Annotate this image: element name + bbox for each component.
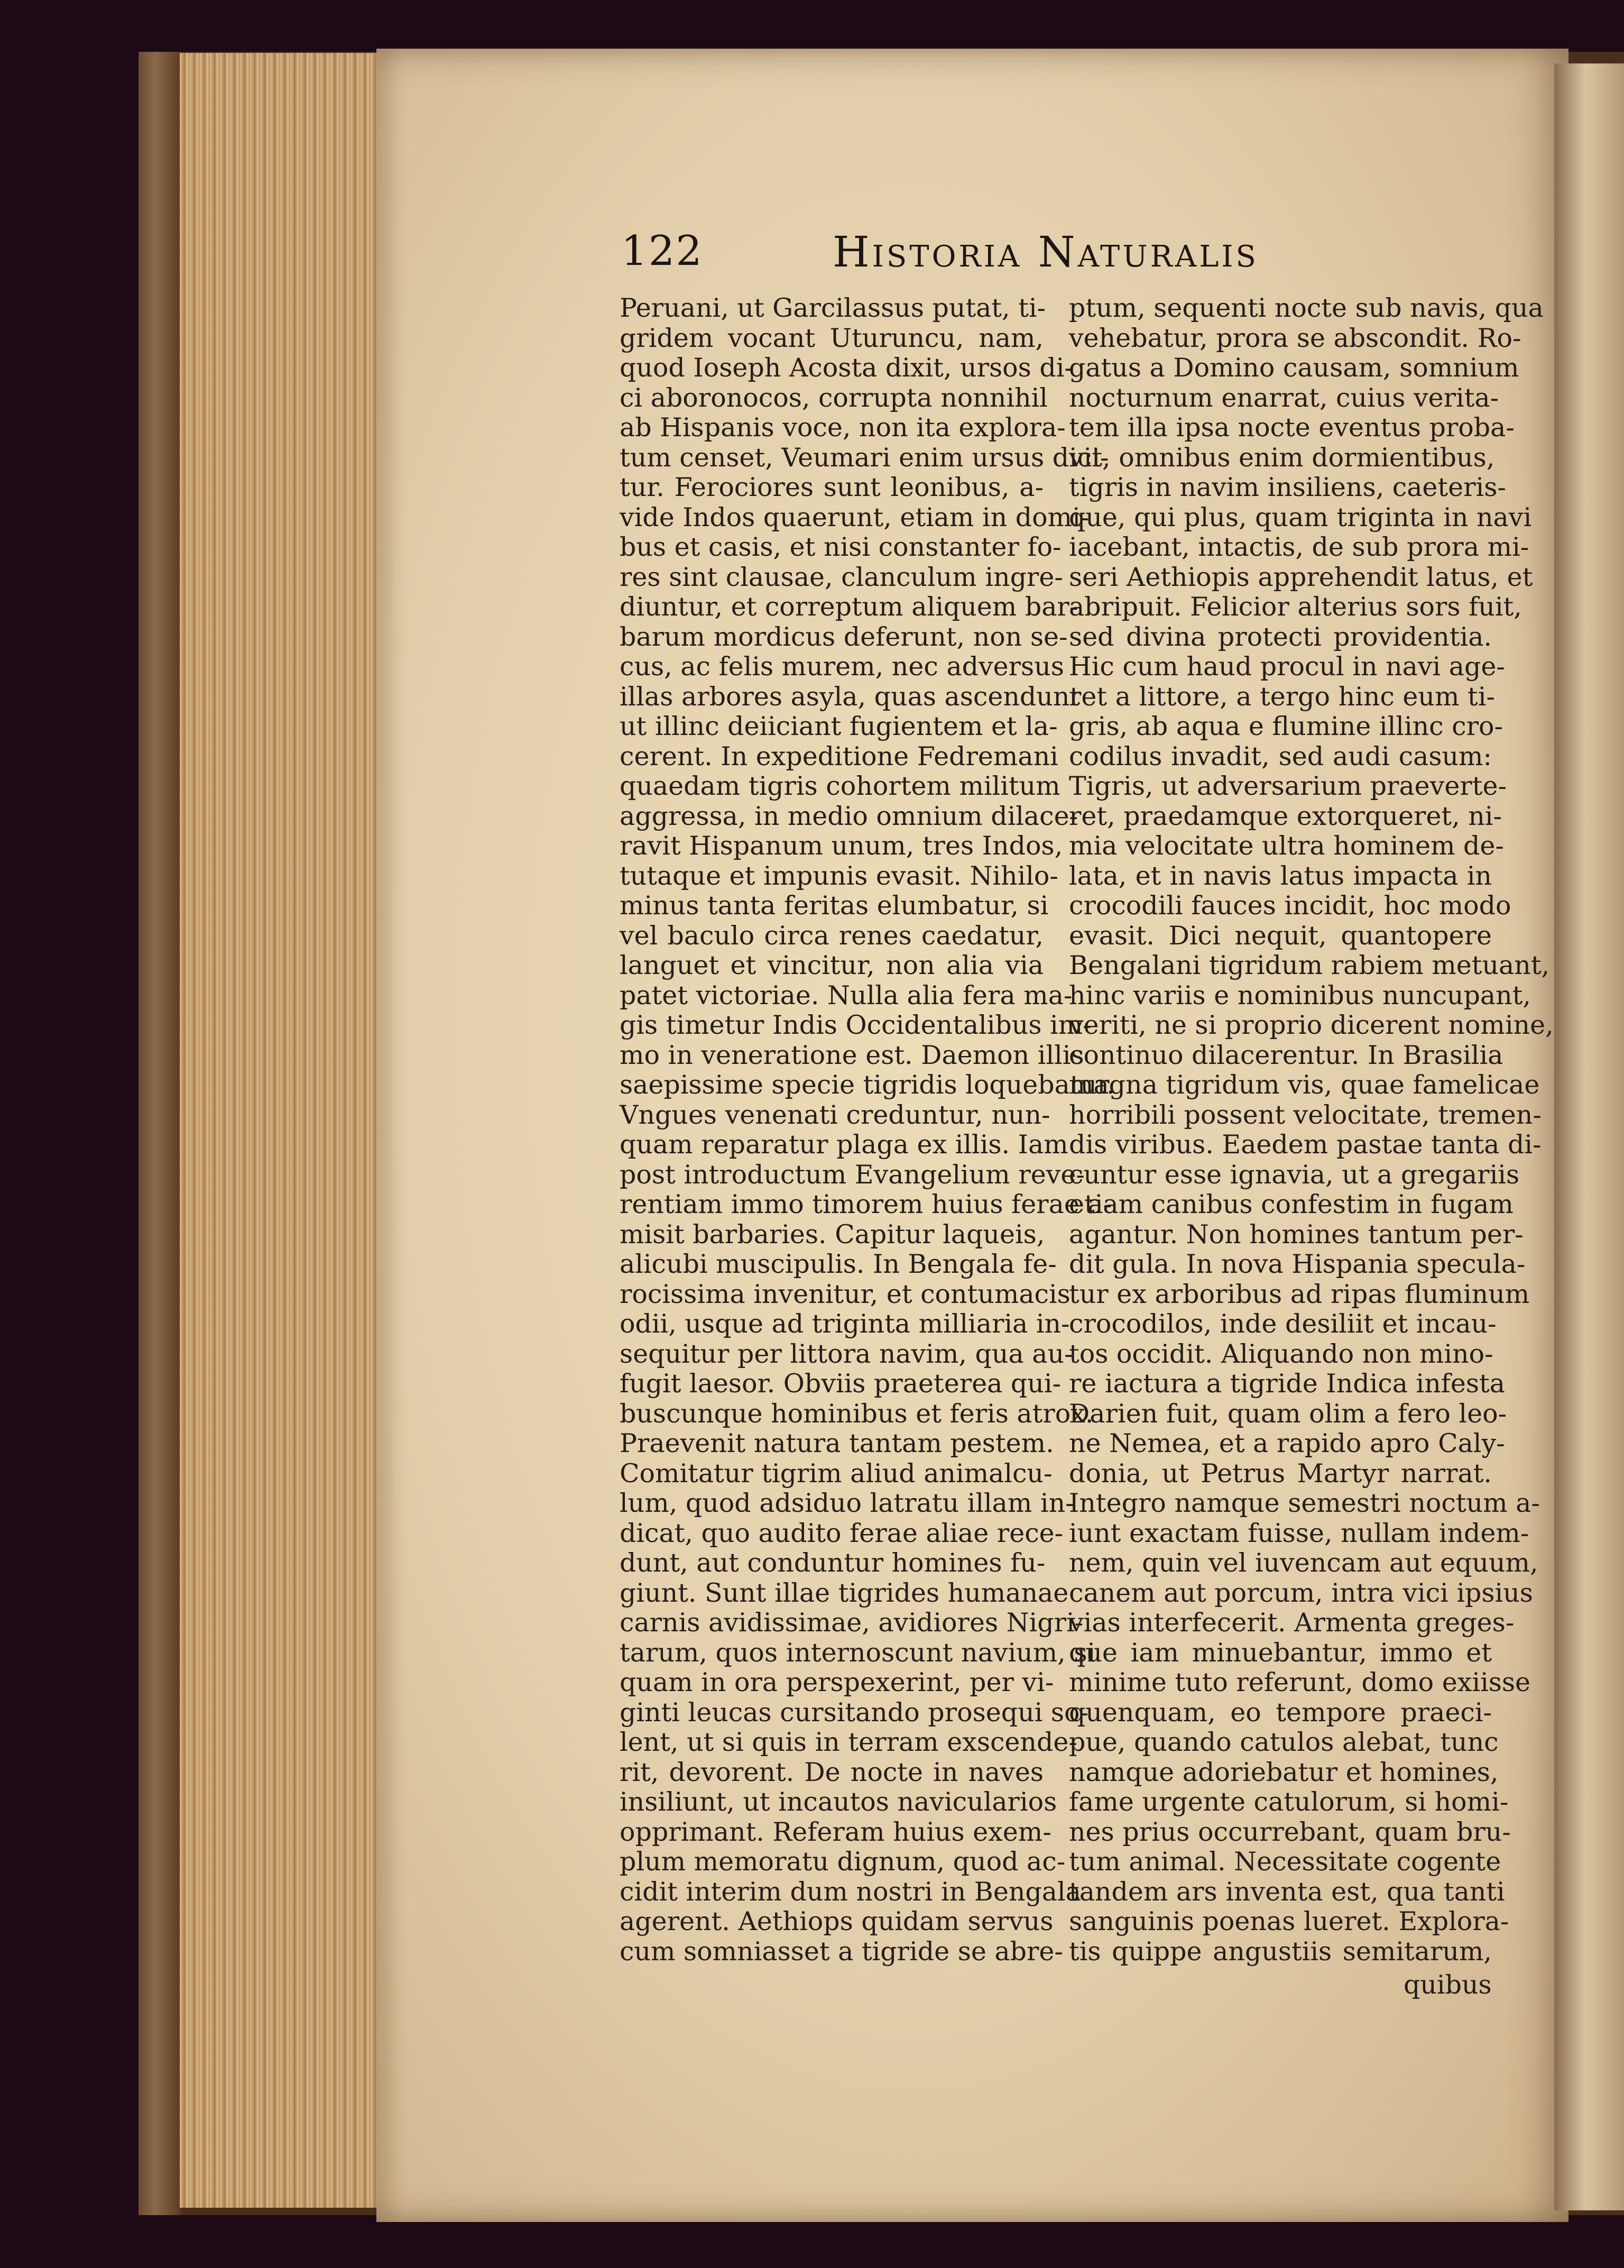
text-line: re iactura a tigride Indica infesta bbox=[1069, 1369, 1505, 1399]
text-line: cum somniasset a tigride se abre- bbox=[620, 1936, 1063, 1967]
text-line: ptum, sequenti nocte sub navis, qua bbox=[1069, 293, 1544, 323]
text-line: tum animal. Necessitate cogente bbox=[1069, 1847, 1501, 1877]
text-line: codilus invadit, sed audi casum: bbox=[1069, 741, 1492, 772]
text-line: ginti leucas cursitando prosequi so- bbox=[620, 1697, 1089, 1728]
text-line: Peruani, ut Garcilassus putat, ti- bbox=[620, 293, 1046, 323]
text-line: evasit. Dici nequit, quantopere bbox=[1069, 920, 1492, 951]
text-line: fame urgente catulorum, si homi- bbox=[1069, 1787, 1509, 1817]
text-line: saepissime specie tigridis loquebatur. bbox=[620, 1070, 1115, 1100]
text-line: languet et vincitur, non alia via bbox=[620, 950, 1044, 980]
text-line: etiam canibus confestim in fugam bbox=[1069, 1189, 1514, 1219]
text-line: ut illinc deiiciant fugientem et la- bbox=[620, 711, 1058, 741]
text-line: Praevenit natura tantam pestem. bbox=[620, 1428, 1054, 1458]
text-line: minus tanta feritas elumbatur, si bbox=[620, 890, 1049, 921]
text-line: lum, quod adsiduo latratu illam in- bbox=[620, 1488, 1074, 1518]
text-line: gis timetur Indis Occidentalibus im- bbox=[620, 1010, 1092, 1040]
text-line: nem, quin vel iuvencam aut equum, bbox=[1069, 1548, 1538, 1578]
text-line: Vngues venenati creduntur, nun- bbox=[620, 1099, 1050, 1130]
text-line: res sint clausae, clanculum ingre- bbox=[620, 562, 1063, 592]
text-line: quam in ora perspexerint, per vi- bbox=[620, 1667, 1054, 1697]
text-line: vehebatur, prora se abscondit. Ro- bbox=[1069, 323, 1521, 353]
text-line: patet victoriae. Nulla alia fera ma- bbox=[620, 980, 1073, 1011]
text-line: illas arbores asyla, quas ascendunt bbox=[620, 681, 1081, 712]
page-number: 122 bbox=[621, 227, 703, 275]
text-line: rocissima invenitur, et contumacis bbox=[620, 1279, 1071, 1309]
text-line: dunt, aut conduntur homines fu- bbox=[620, 1548, 1046, 1578]
text-line: mo in veneratione est. Daemon illis bbox=[620, 1040, 1084, 1070]
page-fore-edges bbox=[180, 53, 381, 2208]
text-line: Comitatur tigrim aliud animalcu- bbox=[620, 1458, 1053, 1489]
text-line: odii, usque ad triginta milliaria in- bbox=[620, 1309, 1070, 1339]
text-line: sanguinis poenas lueret. Explora- bbox=[1069, 1906, 1509, 1936]
text-line: cuntur esse ignavia, ut a gregariis bbox=[1069, 1159, 1520, 1190]
text-line: tandem ars inventa est, qua tanti bbox=[1069, 1876, 1505, 1907]
text-line: continuo dilacerentur. In Brasilia bbox=[1069, 1040, 1503, 1070]
text-line: canem aut porcum, intra vici ipsius bbox=[1069, 1577, 1533, 1608]
text-line: carnis avidissimae, avidiores Nigri- bbox=[620, 1608, 1084, 1638]
text-line: tarum, quos internoscunt navium, si bbox=[620, 1637, 1096, 1668]
text-line: tur. Ferociores sunt leonibus, a- bbox=[620, 472, 1044, 502]
text-line: pue, quando catulos alebat, tunc bbox=[1069, 1727, 1499, 1757]
text-line: agerent. Aethiops quidam servus bbox=[620, 1906, 1054, 1936]
text-line: Bengalani tigridum rabiem metuant, bbox=[1069, 950, 1550, 980]
text-line: tem illa ipsa nocte eventus proba- bbox=[1069, 412, 1515, 443]
text-line: que iam minuebantur, immo et bbox=[1069, 1637, 1492, 1668]
text-line: quod Ioseph Acosta dixit, ursos di- bbox=[620, 353, 1073, 383]
text-column-right bbox=[1069, 293, 1554, 1967]
text-line: buscunque hominibus et feris atrox. bbox=[620, 1398, 1094, 1429]
text-line: Darien fuit, quam olim a fero leo- bbox=[1069, 1398, 1507, 1429]
text-line: rentiam immo timorem huius ferae a- bbox=[620, 1189, 1112, 1219]
text-line: que, qui plus, quam triginta in navi bbox=[1069, 502, 1532, 532]
text-line: tis quippe angustiis semitarum, bbox=[1069, 1936, 1492, 1967]
text-line: ravit Hispanum unum, tres Indos, bbox=[620, 831, 1063, 861]
text-line: veriti, ne si proprio dicerent nomine, bbox=[1069, 1010, 1554, 1040]
text-line: ret, praedamque extorqueret, ni- bbox=[1069, 801, 1502, 831]
text-line: agantur. Non homines tantum per- bbox=[1069, 1219, 1524, 1250]
text-line: namque adoriebatur et homines, bbox=[1069, 1757, 1499, 1787]
text-line: nocturnum enarrat, cuius verita- bbox=[1069, 382, 1499, 413]
text-line: gris, ab aqua e flumine illinc cro- bbox=[1069, 711, 1503, 741]
text-line: post introductum Evangelium reve- bbox=[620, 1159, 1085, 1190]
text-line: diuntur, et correptum aliquem bar- bbox=[620, 592, 1078, 622]
text-line: dicat, quo audito ferae aliae rece- bbox=[620, 1518, 1064, 1548]
text-line: sed divina protecti providentia. bbox=[1069, 621, 1492, 652]
text-line: ab Hispanis voce, non ita explora- bbox=[620, 412, 1066, 443]
running-head bbox=[621, 227, 1308, 291]
text-line: barum mordicus deferunt, non se- bbox=[620, 621, 1068, 652]
text-line: minime tuto referunt, domo exiisse bbox=[1069, 1667, 1531, 1697]
text-line: tutaque et impunis evasit. Nihilo- bbox=[620, 860, 1058, 891]
text-line: crocodili fauces incidit, hoc modo bbox=[1069, 890, 1511, 921]
text-column-left bbox=[620, 293, 1115, 1967]
text-line: cerent. In expeditione Fedremani bbox=[620, 741, 1058, 772]
text-line: quenquam, eo tempore praeci- bbox=[1069, 1697, 1492, 1728]
text-line: tum censet, Veumari enim ursus dici- bbox=[620, 442, 1109, 473]
text-line: cidit interim dum nostri in Bengala bbox=[620, 1876, 1081, 1907]
text-line: alicubi muscipulis. In Bengala fe- bbox=[620, 1249, 1057, 1279]
text-line: iacebant, intactis, de sub prora mi- bbox=[1069, 532, 1529, 562]
text-line: vias interfecerit. Armenta greges- bbox=[1069, 1608, 1515, 1638]
text-line: magna tigridum vis, quae famelicae bbox=[1069, 1070, 1540, 1100]
text-line: insiliunt, ut incautos navicularios bbox=[620, 1787, 1057, 1817]
text-line: horribili possent velocitate, tremen- bbox=[1069, 1099, 1542, 1130]
binding-edge bbox=[139, 52, 181, 2215]
text-line: Hic cum haud procul in navi age- bbox=[1069, 651, 1505, 682]
text-line: mia velocitate ultra hominem de- bbox=[1069, 831, 1504, 861]
text-line: misit barbaries. Capitur laqueis, bbox=[620, 1219, 1045, 1250]
text-line: vide Indos quaerunt, etiam in domi- bbox=[620, 502, 1090, 532]
text-line: nes prius occurrebant, quam bru- bbox=[1069, 1816, 1511, 1847]
text-line: vit, omnibus enim dormientibus, bbox=[1069, 442, 1495, 473]
catchword: quibus bbox=[1404, 1970, 1492, 2000]
text-line: tos occidit. Aliquando non mino- bbox=[1069, 1338, 1493, 1369]
text-line: gridem vocant Uturuncu, nam, bbox=[620, 323, 1044, 353]
text-line: dit gula. In nova Hispania specula- bbox=[1069, 1249, 1526, 1279]
facing-page-gutter bbox=[1554, 63, 1624, 2210]
text-line: quam reparatur plaga ex illis. Iam bbox=[620, 1130, 1068, 1160]
text-line: seri Aethiopis apprehendit latus, et bbox=[1069, 562, 1533, 592]
text-line: opprimant. Referam huius exem- bbox=[620, 1816, 1051, 1847]
text-line: crocodilos, inde desiliit et incau- bbox=[1069, 1309, 1497, 1339]
text-line: hinc variis e nominibus nuncupant, bbox=[1069, 980, 1531, 1011]
page-title: Historia Naturalis bbox=[833, 227, 1259, 277]
text-line: tigris in navim insiliens, caeteris- bbox=[1069, 472, 1506, 502]
text-line: lent, ut si quis in terram exscende- bbox=[620, 1727, 1077, 1757]
text-line: ne Nemea, et a rapido apro Caly- bbox=[1069, 1428, 1505, 1458]
text-line: Integro namque semestri noctum a- bbox=[1069, 1488, 1540, 1518]
text-line: iunt exactam fuisse, nullam indem- bbox=[1069, 1518, 1529, 1548]
text-line: giunt. Sunt illae tigrides humanae bbox=[620, 1577, 1069, 1608]
text-line: sequitur per littora navim, qua au- bbox=[620, 1338, 1073, 1369]
text-line: ci aboronocos, corrupta nonnihil bbox=[620, 382, 1048, 413]
text-line: dis viribus. Eaedem pastae tanta di- bbox=[1069, 1130, 1542, 1160]
text-line: bus et casis, et nisi constanter fo- bbox=[620, 532, 1062, 562]
text-line: cus, ac felis murem, nec adversus bbox=[620, 651, 1064, 682]
text-line: gatus a Domino causam, somnium bbox=[1069, 353, 1519, 383]
text-line: lata, et in navis latus impacta in bbox=[1069, 860, 1492, 891]
text-line: quaedam tigris cohortem militum bbox=[620, 771, 1060, 801]
text-line: aggressa, in medio omnium dilace- bbox=[620, 801, 1078, 831]
text-line: fugit laesor. Obviis praeterea qui- bbox=[620, 1369, 1062, 1399]
text-line: ret a littore, a tergo hinc eum ti- bbox=[1069, 681, 1495, 712]
text-line: rit, devorent. De nocte in naves bbox=[620, 1757, 1044, 1787]
text-line: vel baculo circa renes caedatur, bbox=[620, 920, 1044, 951]
text-line: plum memoratu dignum, quod ac- bbox=[620, 1847, 1066, 1877]
text-line: Tigris, ut adversarium praeverte- bbox=[1069, 771, 1507, 801]
text-line: tur ex arboribus ad ripas fluminum bbox=[1069, 1279, 1530, 1309]
text-line: abripuit. Felicior alterius sors fuit, bbox=[1069, 592, 1522, 622]
text-line: donia, ut Petrus Martyr narrat. bbox=[1069, 1458, 1492, 1489]
